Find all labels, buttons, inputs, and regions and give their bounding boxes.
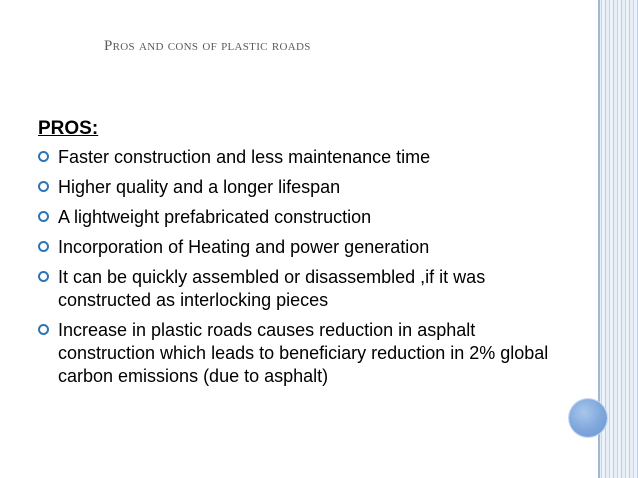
slide-content [38,116,558,395]
hollow-circle-bullet-icon [38,211,49,222]
bullet-text: Increase in plastic roads causes reduction in asphalt construction which leads to beneficiary reduction in 2% global carbon emissions (due to asphalt) [58,320,549,386]
hollow-circle-bullet-icon [38,271,49,282]
hollow-circle-bullet-icon [38,151,49,162]
bullet-list [38,146,558,388]
hollow-circle-bullet-icon [38,324,49,335]
section-heading: PROS: [38,118,99,139]
bullet-item [38,176,558,199]
bullet-item [38,319,558,388]
bullet-text: Higher quality and a longer lifespan [58,177,341,197]
decorative-stripes [598,0,638,478]
blue-circle-decoration [569,399,607,437]
bullet-item [38,146,558,169]
bullet-item [38,206,558,229]
hollow-circle-bullet-icon [38,241,49,252]
bullet-item [38,236,558,259]
bullet-text: Faster construction and less maintenance time [58,147,431,167]
bullet-text: It can be quickly assembled or disassembled ,if it was constructed as interlocking pieces [58,267,486,310]
bullet-text: A lightweight prefabricated construction [58,207,372,227]
bullet-item [38,266,558,312]
hollow-circle-bullet-icon [38,181,49,192]
slide-title: Pros and cons of plastic roads [104,38,311,54]
bullet-text: Incorporation of Heating and power generation [58,237,430,257]
